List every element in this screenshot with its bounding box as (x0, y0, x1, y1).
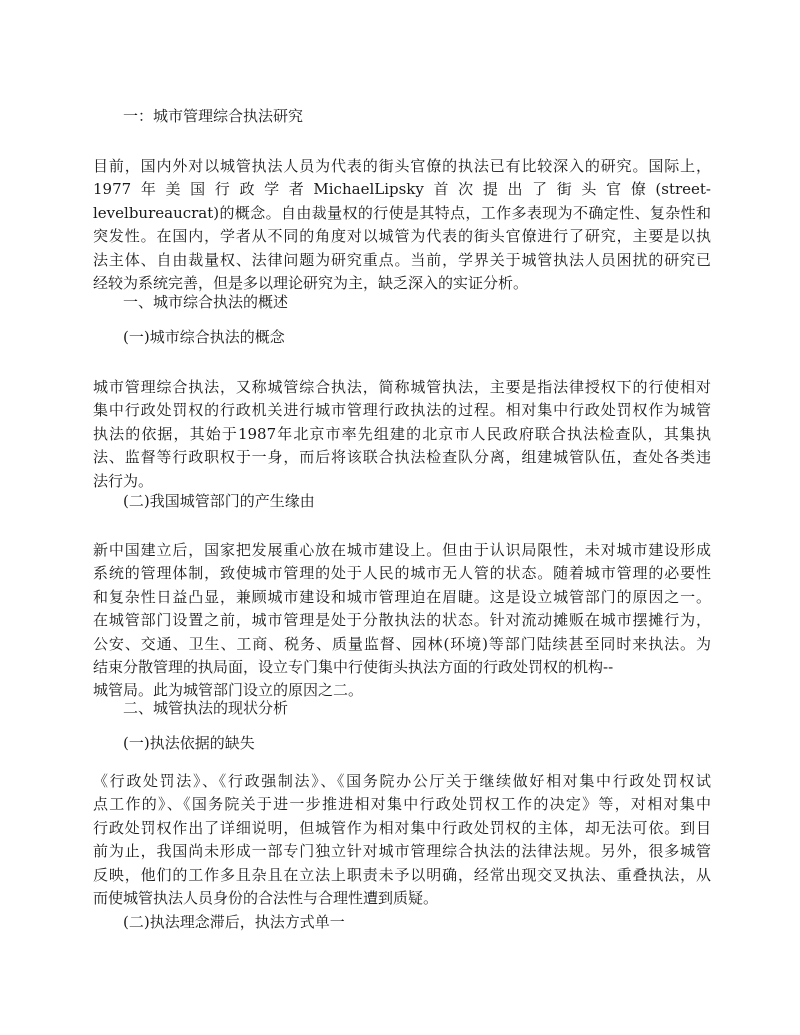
text-line: 法行为。 (93, 471, 154, 490)
text-line: 集中行政处罚权的行政机关进行城市管理行政执法的过程。相对集中行政处罚权作为城管 (93, 401, 711, 420)
text-line: levelbureaucrat)的概念。自由裁量权的行使是其特点，工作多表现为不确定性、复杂性和 (93, 203, 711, 222)
paragraph-concept (93, 376, 711, 493)
section-heading-status: 二、城管执法的现状分析 (123, 699, 289, 717)
subsection-heading-legal-basis: (一)执法依据的缺失 (123, 734, 255, 752)
subsection-heading-enforcement-concept: (二)执法理念滞后，执法方式单一 (123, 913, 345, 931)
text-line: 而使城管执法人员身份的合法性与合理性遭到质疑。 (93, 889, 439, 908)
text-line: 《行政处罚法》、《行政强制法》、《国务院办公厅关于继续做好相对集中行政处罚权试 (93, 772, 711, 790)
text-line: 和复杂性日益凸显，兼顾城市建设和城市管理迫在眉睫。这是设立城管部门的原因之一。 (93, 587, 711, 606)
subsection-heading-origin: (二)我国城管部门的产生缘由 (123, 492, 315, 510)
paragraph-research-overview (93, 155, 711, 295)
text-line: 1977年美国行政学者MichaelLipsky首次提出了街头官僚(street- (93, 180, 711, 199)
paragraph-legal-basis (93, 770, 711, 910)
text-line: 法、监督等行政职权于一身，而后将该联合执法检查队分离，组建城管队伍，查处各类违 (93, 448, 711, 467)
text-line: 法主体、自由裁量权、法律问题为研究重点。当前，学界关于城管执法人员困扰的研究已 (93, 250, 711, 269)
text-line: 城管局。此为城管部门设立的原因之二。 (93, 681, 364, 700)
text-line: 前为止，我国尚未形成一部专门独立针对城市管理综合执法的法律法规。另外，很多城管 (93, 842, 711, 861)
text-line: 行政处罚权作出了详细说明，但城管作为相对集中行政处罚权的主体，却无法可依。到目 (93, 818, 711, 837)
text-line: 城市管理综合执法，又称城管综合执法，简称城管执法，主要是指法律授权下的行使相对 (93, 378, 711, 396)
section-heading-research: 一：城市管理综合执法研究 (123, 107, 304, 125)
text-line: 经较为系统完善，但是多以理论研究为主，缺乏深入的实证分析。 (93, 274, 529, 293)
text-line: 突发性。在国内，学者从不同的角度对以城管为代表的街头官僚进行了研究，主要是以执 (93, 227, 711, 246)
text-line: 结束分散管理的执局面，设立专门集中行使街头执法方面的行政处罚权的机构-- (93, 658, 614, 677)
section-heading-overview: 一、城市综合执法的概述 (123, 293, 289, 311)
text-line: 反映，他们的工作多且杂且在立法上职责未予以明确，经常出现交叉执法、重叠执法，从 (93, 865, 711, 884)
text-line: 系统的管理体制，致使城市管理的处于人民的城市无人管的状态。随着城市管理的必要性 (93, 564, 711, 583)
text-line: 点工作的》、《国务院关于进一步推进相对集中行政处罚权工作的决定》等，对相对集中 (93, 795, 711, 814)
text-line: 新中国建立后，国家把发展重心放在城市建设上。但由于认识局限性，未对城市建设形成 (93, 541, 711, 559)
paragraph-origin (93, 539, 711, 703)
subsection-heading-concept: (一)城市综合执法的概念 (123, 328, 285, 346)
text-line: 执法的依据，其始于1987年北京市率先组建的北京市人民政府联合执法检查队，其集执 (93, 424, 711, 443)
text-line: 在城管部门设置之前，城市管理是处于分散执法的状态。针对流动摊贩在城市摆摊行为， (93, 611, 711, 630)
text-line: 目前，国内外对以城管执法人员为代表的街头官僚的执法已有比较深入的研究。国际上， (93, 157, 711, 175)
text-line: 公安、交通、卫生、工商、税务、质量监督、园林(环境)等部门陆续甚至同时来执法。为 (93, 634, 711, 653)
